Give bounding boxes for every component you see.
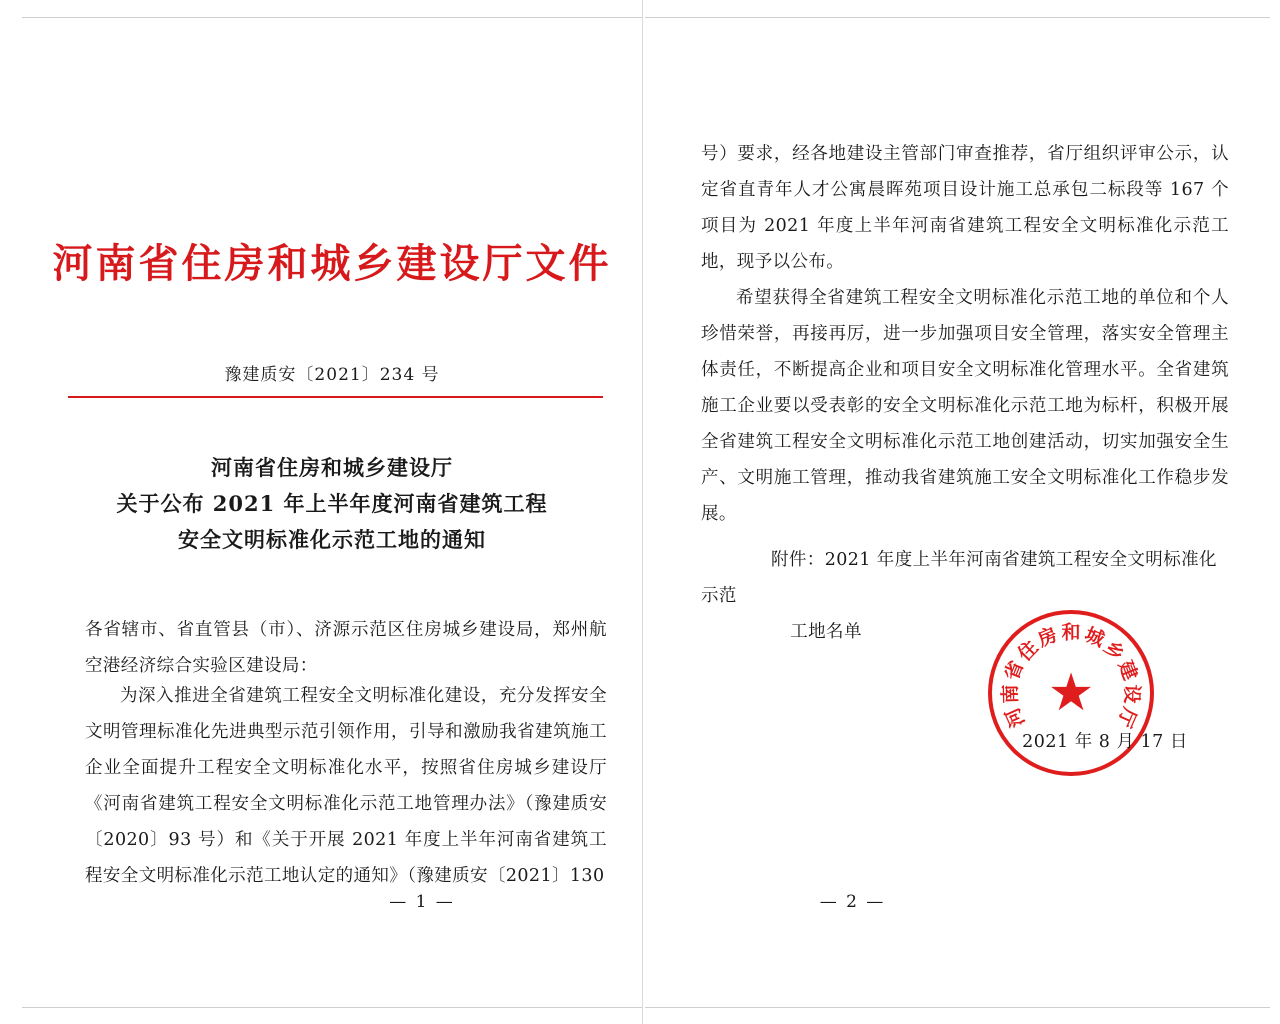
document-header xyxy=(22,232,642,289)
seal-arc-text: 河 南 省 住 房 和 城 乡 建 设 厅 xyxy=(999,621,1143,731)
document-number: 豫建质安〔2021〕234 号 xyxy=(224,365,440,385)
salutation-text: 各省辖市、省直管县（市）、济源示范区住房城乡建设局，郑州航空港经济综合实验区建设局： xyxy=(85,620,607,676)
attachment-title-line-1: 2021 年度上半年河南省建筑工程安全文明标准化示范 xyxy=(701,550,1217,606)
subject-line-2: 关于公布 2021 年上半年度河南省建筑工程 xyxy=(116,491,548,516)
subject-line-1: 河南省住房和城乡建设厅 xyxy=(211,455,453,480)
page-bottom-edge xyxy=(645,1007,1270,1008)
attachment-title-line-2: 工地名单 xyxy=(790,622,862,642)
sign-date: 2021 年 8 月 17 日 xyxy=(1022,732,1188,752)
issuer-banner-title: 河南省住房和城乡建设厅文件 xyxy=(52,240,612,287)
red-divider-rule xyxy=(68,396,603,398)
body-paragraph-3: 希望获得全省建筑工程安全文明标准化示范工地的单位和个人珍惜荣誉，再接再厉，进一步加强项目安全管理，落实安全管理主体责任，不断提高企业和项目安全文明标准化管理水平。全省建筑施工企业要以受表彰的安全文明标准化示范工地为标杆，积极开展全省建筑工程安全文明标准化示范工地创建活动，切实加强安全生产、文明施工管理，推动我省建筑施工安全文明标准化工作稳步发展。 xyxy=(701,288,1229,524)
body-paragraph-2-continued: 号）要求，经各地建设主管部门审查推荐，省厅组织评审公示，认定省直青年人才公寓晨晖苑项目设计施工总承包二标段等 167 个项目为 2021 年度上半年河南省建筑工程安全文明标准化示范工地，现予以公布。 xyxy=(701,144,1229,272)
page-top-edge xyxy=(22,17,642,18)
attachment-label: 附件： xyxy=(771,550,825,570)
document-subject xyxy=(22,450,642,558)
document-page-right xyxy=(645,0,1270,1024)
page-bottom-edge xyxy=(22,1007,642,1008)
page-top-edge xyxy=(645,17,1270,18)
seal-star-icon: ★ xyxy=(1047,663,1095,723)
page-number-left: — 1 — xyxy=(389,892,455,912)
body-paragraph-1: 为深入推进全省建筑工程安全文明标准化建设，充分发挥安全文明管理标准化先进典型示范引领作用，引导和激励我省建筑施工企业全面提升工程安全文明标准化水平，按照省住房城乡建设厅《河南省建筑工程安全文明标准化示范工地管理办法》（豫建质安〔2020〕93 号）和《关于开展 2021 年度上半年河南省建筑工程安全文明标准化示范工地认定的通知》（豫建质安〔2021〕130 xyxy=(85,686,607,886)
subject-line-3: 安全文明标准化示范工地的通知 xyxy=(178,527,486,552)
document-page-left xyxy=(22,0,643,1024)
page-number-right: — 2 — xyxy=(819,892,886,912)
